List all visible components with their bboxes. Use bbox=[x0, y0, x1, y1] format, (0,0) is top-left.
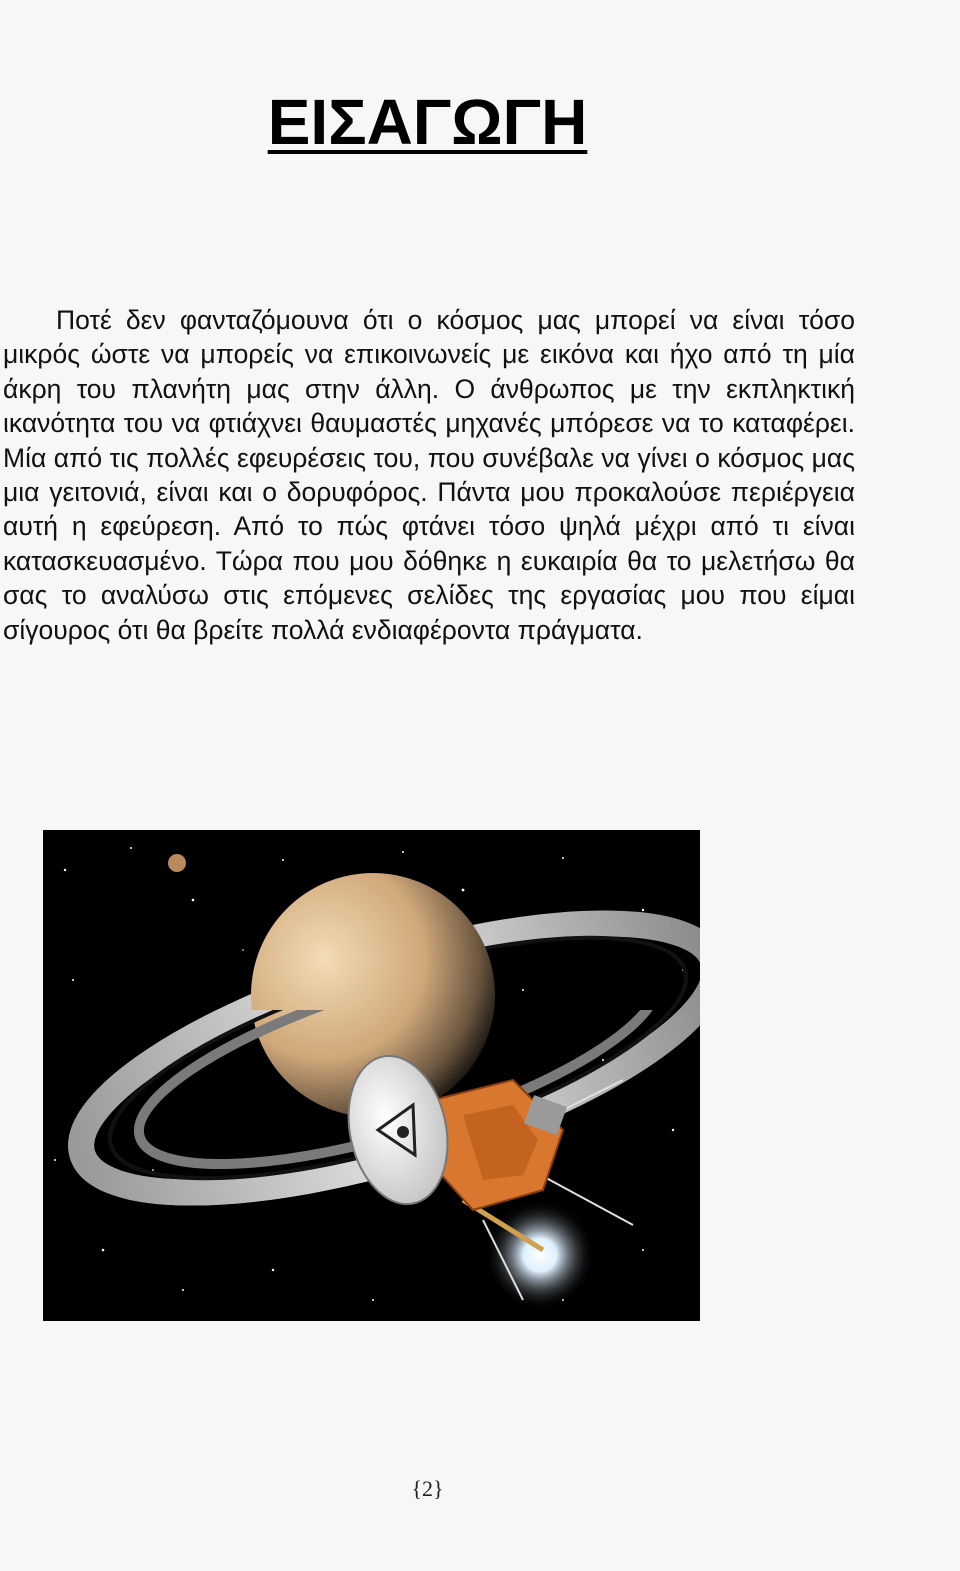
moon bbox=[168, 854, 186, 872]
saturn-spacecraft-illustration bbox=[43, 830, 700, 1321]
page-number: {2} bbox=[411, 1476, 444, 1501]
page-title-text: ΕΙΣΑΓΩΓΗ bbox=[267, 86, 588, 158]
page-title bbox=[0, 82, 855, 162]
intro-paragraph: Ποτέ δεν φανταζόμουνα ότι ο κόσμος μας μπορεί να είναι τόσο μικρός ώστε να μπορείς να επικοινωνείς με εικόνα και ήχο από τη μία άκρη του πλανήτη μας στην άλλη. Ο άνθρωπος με την εκπληκτική ικανότητα του να φτιάχνει θαυμαστές μηχανές μπόρεσε να το καταφέρει. Μία από τις πολλές εφευρέσεις του, που συνέβαλε να γίνει ο κόσμος μας μια γειτονιά, είναι και ο δορυφόρος. Πάντα μου προκαλούσε περιέργεια αυτή η εφεύρεση. Από το πώς φτάνει τόσο ψηλά μέχρι από τι είναι κατασκευασμένο. Τώρα που μου δόθηκε η ευκαιρία θα το μελετήσω θα σας το αναλύσω στις επόμενες σελίδες της εργασίας μου που είμαι σίγουρος ότι θα βρείτε πολλά ενδιαφέροντα πράγματα. bbox=[3, 305, 855, 645]
